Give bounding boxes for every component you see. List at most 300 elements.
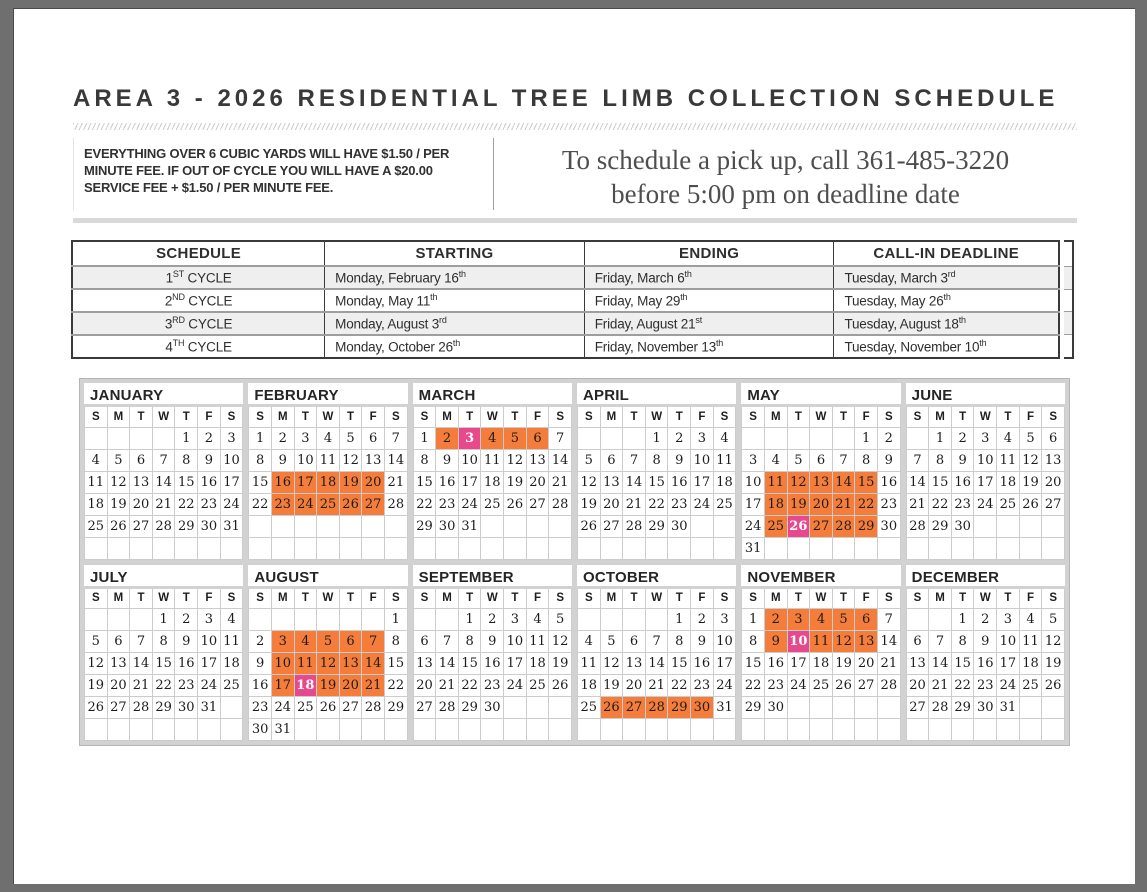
day-cell: 30: [198, 515, 221, 537]
day-cell: [481, 719, 504, 741]
weekday-header: S: [577, 407, 600, 427]
day-cell: 7: [929, 631, 952, 653]
day-cell: 6: [810, 449, 833, 471]
document-content: [71, 9, 1077, 746]
day-cell: [294, 719, 317, 741]
day-cell: 15: [384, 653, 407, 675]
day-cell: 24: [294, 493, 317, 515]
day-cell: [764, 719, 787, 741]
weekday-header: T: [623, 589, 646, 609]
weekday-header: T: [504, 407, 527, 427]
day-cell: 16: [951, 471, 974, 493]
schedule-table-section: [71, 240, 1077, 359]
day-cell: 26: [832, 675, 855, 697]
month-grid: [248, 407, 407, 560]
day-cell: 3: [787, 609, 810, 631]
day-cell: [832, 427, 855, 449]
day-cell: [85, 719, 108, 741]
day-cell: [317, 719, 340, 741]
weekday-header: W: [974, 589, 997, 609]
day-cell: 12: [1042, 631, 1065, 653]
month-title: JULY: [84, 565, 243, 589]
day-cell: 15: [458, 653, 481, 675]
month-title: SEPTEMBER: [413, 565, 572, 589]
day-cell: [130, 609, 153, 631]
weekday-header: S: [220, 407, 243, 427]
day-cell: 17: [742, 493, 765, 515]
day-cell: 13: [600, 471, 623, 493]
day-cell: 14: [645, 653, 668, 675]
day-cell: 25: [294, 697, 317, 719]
day-cell: 8: [855, 449, 878, 471]
day-cell: [504, 515, 527, 537]
weekday-header: W: [481, 589, 504, 609]
day-cell: [623, 719, 646, 741]
day-cell: 10: [271, 653, 294, 675]
day-cell: 30: [764, 697, 787, 719]
day-cell: 15: [249, 471, 272, 493]
weekday-header: M: [764, 407, 787, 427]
day-cell: 25: [577, 697, 600, 719]
day-cell: 4: [294, 631, 317, 653]
weekday-header: F: [855, 589, 878, 609]
day-cell: 23: [764, 675, 787, 697]
weekday-header: S: [877, 589, 900, 609]
day-cell: 10: [198, 631, 221, 653]
day-cell: 1: [175, 427, 198, 449]
day-cell: 11: [997, 449, 1020, 471]
day-cell: 19: [577, 493, 600, 515]
weekday-header: T: [130, 407, 153, 427]
weekday-header: T: [175, 589, 198, 609]
table-cell: Monday, August 3rd: [325, 312, 585, 335]
day-cell: 22: [458, 675, 481, 697]
day-cell: 2: [481, 609, 504, 631]
weekday-header: T: [951, 407, 974, 427]
day-cell: [623, 427, 646, 449]
day-cell: 11: [764, 471, 787, 493]
day-cell: [107, 537, 130, 559]
month-title: MAY: [741, 383, 900, 407]
day-cell: 31: [271, 719, 294, 741]
weekday-header: T: [130, 589, 153, 609]
day-cell: 16: [198, 471, 221, 493]
day-cell: 13: [107, 653, 130, 675]
day-cell: [1019, 697, 1042, 719]
day-cell: [1019, 719, 1042, 741]
day-cell: [339, 515, 362, 537]
day-cell: 16: [436, 471, 459, 493]
day-cell: 10: [742, 471, 765, 493]
month-grid: [248, 589, 407, 742]
day-cell: [577, 427, 600, 449]
day-cell: 25: [85, 515, 108, 537]
day-cell: 16: [974, 653, 997, 675]
day-cell: 20: [1042, 471, 1065, 493]
weekday-header: S: [877, 407, 900, 427]
day-cell: 1: [413, 427, 436, 449]
day-cell: 19: [504, 471, 527, 493]
weekday-header: W: [152, 589, 175, 609]
schedule-table-header-row: [72, 241, 1059, 266]
day-cell: 23: [668, 493, 691, 515]
day-cell: 12: [504, 449, 527, 471]
day-cell: 4: [526, 609, 549, 631]
day-cell: [645, 719, 668, 741]
weekday-header: S: [249, 407, 272, 427]
day-cell: [787, 719, 810, 741]
day-cell: 7: [384, 427, 407, 449]
day-cell: [220, 719, 243, 741]
day-cell: [549, 515, 572, 537]
day-cell: 21: [645, 675, 668, 697]
day-cell: 15: [668, 653, 691, 675]
day-cell: [504, 537, 527, 559]
day-cell: 29: [152, 697, 175, 719]
day-cell: [906, 609, 929, 631]
day-cell: 27: [130, 515, 153, 537]
day-cell: 27: [526, 493, 549, 515]
day-cell: 9: [668, 449, 691, 471]
day-cell: 24: [691, 493, 714, 515]
day-cell: 30: [691, 697, 714, 719]
pickup-instruction: [494, 138, 1077, 210]
day-cell: 24: [787, 675, 810, 697]
day-cell: [198, 719, 221, 741]
day-cell: [198, 537, 221, 559]
table-cell: 3RD CYCLE: [164, 315, 233, 332]
day-cell: 11: [526, 631, 549, 653]
weekday-header: W: [317, 407, 340, 427]
day-cell: 19: [832, 653, 855, 675]
day-cell: 12: [549, 631, 572, 653]
day-cell: 30: [481, 697, 504, 719]
weekday-header: S: [85, 407, 108, 427]
day-cell: [577, 719, 600, 741]
weekday-header: T: [997, 589, 1020, 609]
day-cell: [504, 719, 527, 741]
day-cell: 6: [906, 631, 929, 653]
day-cell: 17: [691, 471, 714, 493]
day-cell: 3: [220, 427, 243, 449]
day-cell: 23: [951, 493, 974, 515]
day-cell: 20: [130, 493, 153, 515]
day-cell: 26: [549, 675, 572, 697]
day-cell: 27: [600, 515, 623, 537]
day-cell: [997, 719, 1020, 741]
month-title: NOVEMBER: [741, 565, 900, 589]
day-cell: 28: [362, 697, 385, 719]
weekday-header: T: [458, 589, 481, 609]
day-cell: [526, 515, 549, 537]
day-cell: [220, 697, 243, 719]
day-cell: 23: [481, 675, 504, 697]
day-cell: 17: [974, 471, 997, 493]
day-cell: 21: [362, 675, 385, 697]
day-cell: [249, 537, 272, 559]
title-divider: [73, 123, 1077, 130]
day-cell: [810, 537, 833, 559]
day-cell: 30: [951, 515, 974, 537]
day-cell: 15: [929, 471, 952, 493]
info-section: [73, 138, 1077, 210]
day-cell: [317, 537, 340, 559]
day-cell: [249, 515, 272, 537]
day-cell: 27: [413, 697, 436, 719]
day-cell: 22: [152, 675, 175, 697]
weekday-header: F: [526, 407, 549, 427]
day-cell: 30: [175, 697, 198, 719]
day-cell: 26: [317, 697, 340, 719]
day-cell: 5: [1042, 609, 1065, 631]
day-cell: 4: [85, 449, 108, 471]
day-cell: 23: [198, 493, 221, 515]
day-cell: 1: [152, 609, 175, 631]
day-cell: [877, 719, 900, 741]
day-cell: 14: [130, 653, 153, 675]
month-title: OCTOBER: [577, 565, 736, 589]
month-title: FEBRUARY: [248, 383, 407, 407]
day-cell: 4: [317, 427, 340, 449]
day-cell: [668, 719, 691, 741]
day-cell: 21: [436, 675, 459, 697]
day-cell: [436, 537, 459, 559]
day-cell: 24: [974, 493, 997, 515]
day-cell: 10: [787, 631, 810, 653]
day-cell: 2: [271, 427, 294, 449]
day-cell: 5: [549, 609, 572, 631]
day-cell: 16: [271, 471, 294, 493]
month-grid: [84, 407, 243, 560]
day-cell: 28: [832, 515, 855, 537]
day-cell: 26: [107, 515, 130, 537]
day-cell: [130, 719, 153, 741]
day-cell: 20: [855, 653, 878, 675]
month-title: JANUARY: [84, 383, 243, 407]
day-cell: 7: [549, 427, 572, 449]
day-cell: [691, 537, 714, 559]
day-cell: 18: [526, 653, 549, 675]
table-edge-sliver: [1064, 240, 1074, 359]
day-cell: [85, 609, 108, 631]
day-cell: [130, 427, 153, 449]
weekday-header: F: [526, 589, 549, 609]
day-cell: 6: [413, 631, 436, 653]
day-cell: 18: [997, 471, 1020, 493]
day-cell: [85, 427, 108, 449]
day-cell: 29: [742, 697, 765, 719]
table-cell: Monday, May 11th: [325, 289, 585, 312]
day-cell: 21: [152, 493, 175, 515]
day-cell: [742, 719, 765, 741]
table-cell: Friday, May 29th: [584, 289, 834, 312]
day-cell: [600, 427, 623, 449]
day-cell: 1: [929, 427, 952, 449]
day-cell: 23: [974, 675, 997, 697]
day-cell: 2: [175, 609, 198, 631]
day-cell: [339, 537, 362, 559]
day-cell: [175, 719, 198, 741]
day-cell: [384, 537, 407, 559]
column-header: SCHEDULE: [72, 241, 325, 266]
day-cell: 31: [458, 515, 481, 537]
weekday-header: S: [713, 407, 736, 427]
day-cell: 16: [877, 471, 900, 493]
day-cell: 9: [249, 653, 272, 675]
table-cell: Tuesday, March 3rd: [834, 266, 1059, 289]
day-cell: [645, 609, 668, 631]
day-cell: 6: [855, 609, 878, 631]
day-cell: 8: [384, 631, 407, 653]
day-cell: 22: [742, 675, 765, 697]
day-cell: 25: [220, 675, 243, 697]
day-cell: 5: [107, 449, 130, 471]
weekday-header: M: [107, 407, 130, 427]
day-cell: 15: [742, 653, 765, 675]
day-cell: 30: [877, 515, 900, 537]
day-cell: [691, 515, 714, 537]
day-cell: 21: [130, 675, 153, 697]
day-cell: 29: [458, 697, 481, 719]
day-cell: [997, 537, 1020, 559]
day-cell: 26: [787, 515, 810, 537]
table-cell: Monday, October 26th: [325, 335, 585, 358]
day-cell: 12: [600, 653, 623, 675]
day-cell: 29: [645, 515, 668, 537]
day-cell: [339, 609, 362, 631]
weekday-header: S: [713, 589, 736, 609]
day-cell: [413, 537, 436, 559]
month-june: [906, 383, 1065, 560]
day-cell: 18: [810, 653, 833, 675]
day-cell: 27: [339, 697, 362, 719]
day-cell: 26: [577, 515, 600, 537]
day-cell: 8: [951, 631, 974, 653]
day-cell: 9: [436, 449, 459, 471]
day-cell: 7: [906, 449, 929, 471]
month-grid: [577, 407, 736, 560]
day-cell: 19: [85, 675, 108, 697]
month-grid: [413, 589, 572, 742]
pickup-instruction-line1: To schedule a pick up, call 361-485-3220: [561, 145, 1010, 175]
day-cell: 23: [271, 493, 294, 515]
day-cell: 22: [951, 675, 974, 697]
day-cell: [1042, 515, 1065, 537]
day-cell: 22: [413, 493, 436, 515]
column-header: STARTING: [325, 241, 585, 266]
day-cell: 8: [645, 449, 668, 471]
schedule-table-body: [72, 266, 1059, 358]
day-cell: 27: [623, 697, 646, 719]
day-cell: 4: [810, 609, 833, 631]
day-cell: [294, 609, 317, 631]
day-cell: [317, 609, 340, 631]
day-cell: 8: [458, 631, 481, 653]
day-cell: 7: [436, 631, 459, 653]
day-cell: [85, 537, 108, 559]
weekday-header: W: [317, 589, 340, 609]
weekday-header: F: [1019, 589, 1042, 609]
day-cell: 12: [1019, 449, 1042, 471]
day-cell: [832, 719, 855, 741]
day-cell: 17: [997, 653, 1020, 675]
day-cell: 3: [294, 427, 317, 449]
day-cell: 6: [107, 631, 130, 653]
day-cell: 2: [691, 609, 714, 631]
weekday-header: M: [764, 589, 787, 609]
day-cell: 7: [362, 631, 385, 653]
day-cell: 30: [436, 515, 459, 537]
day-cell: [645, 537, 668, 559]
day-cell: [130, 537, 153, 559]
day-cell: 10: [458, 449, 481, 471]
day-cell: [713, 719, 736, 741]
day-cell: 22: [175, 493, 198, 515]
day-cell: 13: [130, 471, 153, 493]
month-grid: [906, 407, 1065, 560]
day-cell: 29: [413, 515, 436, 537]
day-cell: 24: [198, 675, 221, 697]
day-cell: [974, 515, 997, 537]
day-cell: 14: [906, 471, 929, 493]
table-row: [72, 312, 1059, 335]
weekday-header: F: [198, 589, 221, 609]
day-cell: 13: [855, 631, 878, 653]
day-cell: 15: [175, 471, 198, 493]
day-cell: [1019, 537, 1042, 559]
day-cell: 20: [339, 675, 362, 697]
day-cell: 13: [413, 653, 436, 675]
day-cell: 29: [175, 515, 198, 537]
weekday-header: W: [810, 589, 833, 609]
day-cell: 28: [623, 515, 646, 537]
table-cell: Friday, March 6th: [584, 266, 834, 289]
weekday-header: W: [645, 407, 668, 427]
day-cell: 16: [481, 653, 504, 675]
day-cell: [504, 697, 527, 719]
table-cell: 2ND CYCLE: [164, 292, 233, 309]
day-cell: 20: [810, 493, 833, 515]
day-cell: 6: [362, 427, 385, 449]
day-cell: 14: [549, 449, 572, 471]
pickup-instruction-line2: before 5:00 pm on deadline date: [611, 179, 960, 209]
day-cell: 7: [152, 449, 175, 471]
day-cell: 9: [877, 449, 900, 471]
day-cell: 10: [691, 449, 714, 471]
day-cell: 18: [764, 493, 787, 515]
weekday-header: M: [271, 589, 294, 609]
day-cell: [600, 537, 623, 559]
weekday-header: F: [362, 407, 385, 427]
day-cell: 19: [787, 493, 810, 515]
day-cell: [317, 515, 340, 537]
day-cell: 8: [742, 631, 765, 653]
day-cell: [481, 537, 504, 559]
day-cell: 10: [974, 449, 997, 471]
day-cell: 24: [458, 493, 481, 515]
day-cell: 11: [810, 631, 833, 653]
table-cell: Tuesday, November 10th: [834, 335, 1059, 358]
day-cell: [1042, 537, 1065, 559]
day-cell: [481, 515, 504, 537]
day-cell: 2: [951, 427, 974, 449]
day-cell: 10: [220, 449, 243, 471]
day-cell: [362, 515, 385, 537]
day-cell: 17: [504, 653, 527, 675]
day-cell: [623, 609, 646, 631]
day-cell: 26: [1019, 493, 1042, 515]
weekday-header: T: [951, 589, 974, 609]
